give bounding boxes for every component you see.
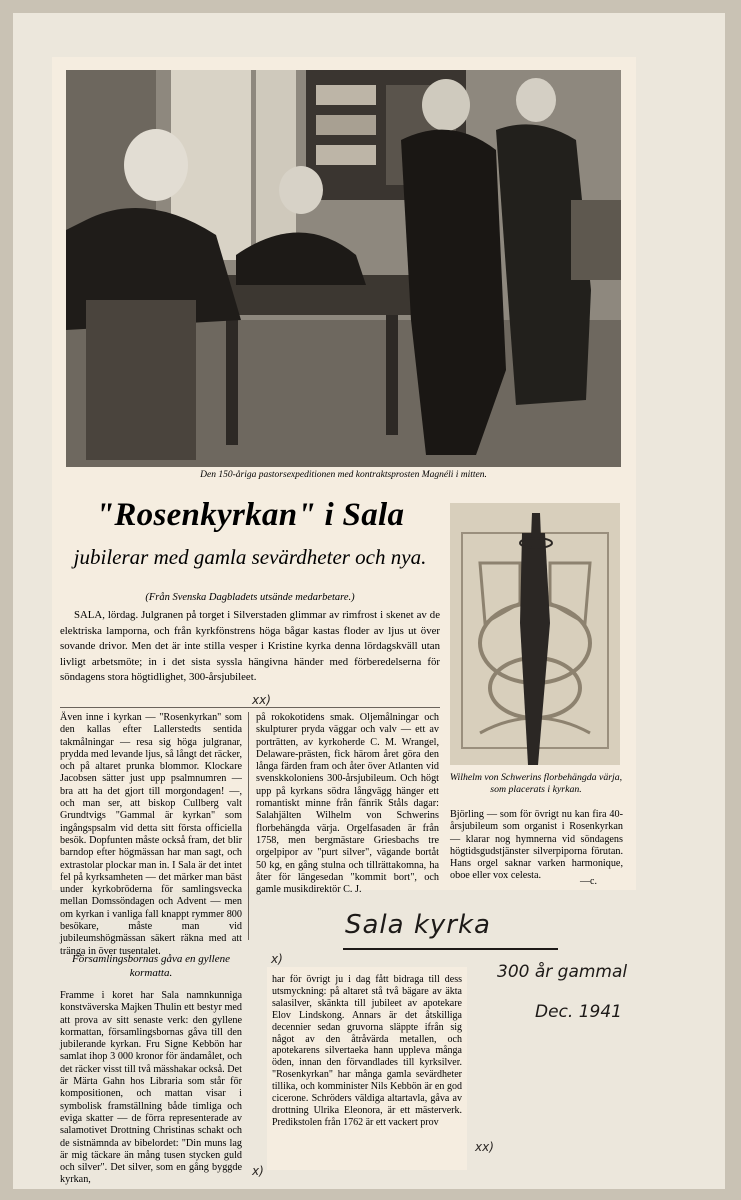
sword-emblem-photo: [450, 503, 620, 765]
handwritten-title: Sala kyrka: [345, 910, 491, 940]
column-rule: [248, 712, 249, 940]
column-1-continued: Framme i koret har Sala namnkunniga konstväverska Majken Thulin ett bestyr med att prova av sitt senaste verk: den gyllene kormattan, församlingsbornas gåva till den jubilerande kyrkan. Fru Signe Kebbön har samlat ihop 3 000 kronor för ändamålet, och det räcker visst till två mässhakar också. Det är Märta Gahn hos Libraria som står för kompositionen, och mattan visar i symbolisk framställning både timliga och eviga skatter — de förra representerade av salamotivet Drottning Christinas schakt och de sistnämnda av bibelordet: "Din muns lag är mig täckare än mång tusen stycken guld och silver". Det silver, som en gång byggde kyrkan,: [60, 990, 242, 1186]
source-line: (Från Svenska Dagbladets utsände medarbetare.): [145, 592, 355, 603]
emblem-caption: Wilhelm von Schwerins florbehängda värja, som placerats i kyrkan.: [449, 772, 623, 795]
handwritten-mark: x): [252, 1164, 264, 1178]
section-subhead: Församlingsbornas gåva en gyllene kormatta.: [72, 953, 230, 979]
column-2: på rokokotidens smak. Oljemålningar och skulpturer pryda väggar och valv — ett av porträtten, av kyrkoherde C. M. Wrangel, Delaware-prästen, fick härom året göra den långa färden fram och åter över Atlanten vid svenskkoloniens 300-årsjubileum. Och högt upp på kyrkans södra långvägg hänger ett romantiskt minne från fänrik Ståls dagar: Salahjälten Wilhelm von Schwerins florbehängda värja. Orgelfasaden är från 1758, men bergmästare Griesbachs tre orgelpipor av "purt silver", vägande bortåt 50 kg, en gång stulna och tillrättakomna, ha åter för längesedan "kommit bort", och gamle musikdirektör C. J.: [256, 712, 439, 896]
subheadline: jubilerar med gamla sevärdheter och nya.: [73, 545, 427, 569]
office-photo: [66, 70, 621, 467]
handwritten-mark: x): [271, 952, 283, 966]
headline: "Rosenkyrkan" i Sala: [95, 497, 405, 533]
handwritten-age: 300 år gammal: [497, 962, 628, 982]
lead-paragraph: SALA, lördag. Julgranen på torget i Silverstaden glimmar av rimfrost i skenet av de elektriska lamporna, och från kyrkfönstrens höga bågar kastas floder av ljus ut över sovande drivor. Men det är inte stilla vesper i Kristine kyrka denna lördagskväll utan livligt arbetsmöte; in i det sista syssla hängivna händer med förberedelserna för söndagens stora högtidlighet, 300-årsjubileet.: [60, 609, 440, 684]
signoff: —c.: [580, 876, 597, 887]
continuation-column: har för övrigt ju i dag fått bidraga till dess utsmyckning: på altaret stå två bägare av äkta salasilver, skänkta till jubileet av apotekare Elov Lindskong. Annars är det åtskilliga decennier sedan gruvorna släppte ifrån sig något av den åtråvärda metallen, och apotekarens silvertaeka hann uppleva många öden, innan den förvandlades till kyrksilver. "Rosenkyrkan" har många gamla sevärdheter tillika, och komminister Nils Kebbön är en god cicerone. Schröders väldiga altartavla, gåva av drottning Ulrika Eleonora, är ett mästerverk. Predikstolen från 1762 är ett vackert prov: [272, 974, 462, 1128]
handwritten-mark: xx): [252, 693, 271, 707]
handwritten-underline: [343, 948, 558, 950]
handwritten-mark: xx): [475, 1140, 494, 1154]
photo-caption: Den 150-åriga pastorsexpeditionen med kontraktsprosten Magnéli i mitten.: [200, 470, 487, 480]
handwritten-date: Dec. 1941: [535, 1002, 622, 1022]
column-1: Även inne i kyrkan — "Rosenkyrkan" som den kallas efter Lallerstedts sentida takmålningar — resa sig höga julgranar, prydda med levande ljus, så långt det räcker, och på altaret prunka blommor. Klockare Jacobsen sätter just upp psalmnumren — bra att ha det gjort till morgondagen! —, och man ser, att biskop Cullberg valt Grundtvigs "Gammal är kyrkan" som ingångspsalm vid detta sitt första officiella besök. Dopfunten måste också fram, det blir barndop efter högmässan har man sagt, och extrastolar plockar man in. I Sala är det intet fel på kyrksamheten — det märker man bäst under kyrkobröderna för samlingsvecka mellan Domssöndagen och Advent — men om kyrkan i vanliga fall knappt rymmer 800 besökare, måste man vid jubileumshögmässan säkert räkna med att tränga in över tusentalet.: [60, 712, 242, 957]
lead-rule: [60, 707, 440, 708]
column-3: Björling — som för övrigt nu kan fira 40-årsjubileum som organist i Rosenkyrkan — klarar nog hymnerna vid söndagens högtidsgudstjänster silverpiporna förutan. Hans orgel saknar varken harmonique, oboe eller vox celesta.: [450, 809, 623, 882]
